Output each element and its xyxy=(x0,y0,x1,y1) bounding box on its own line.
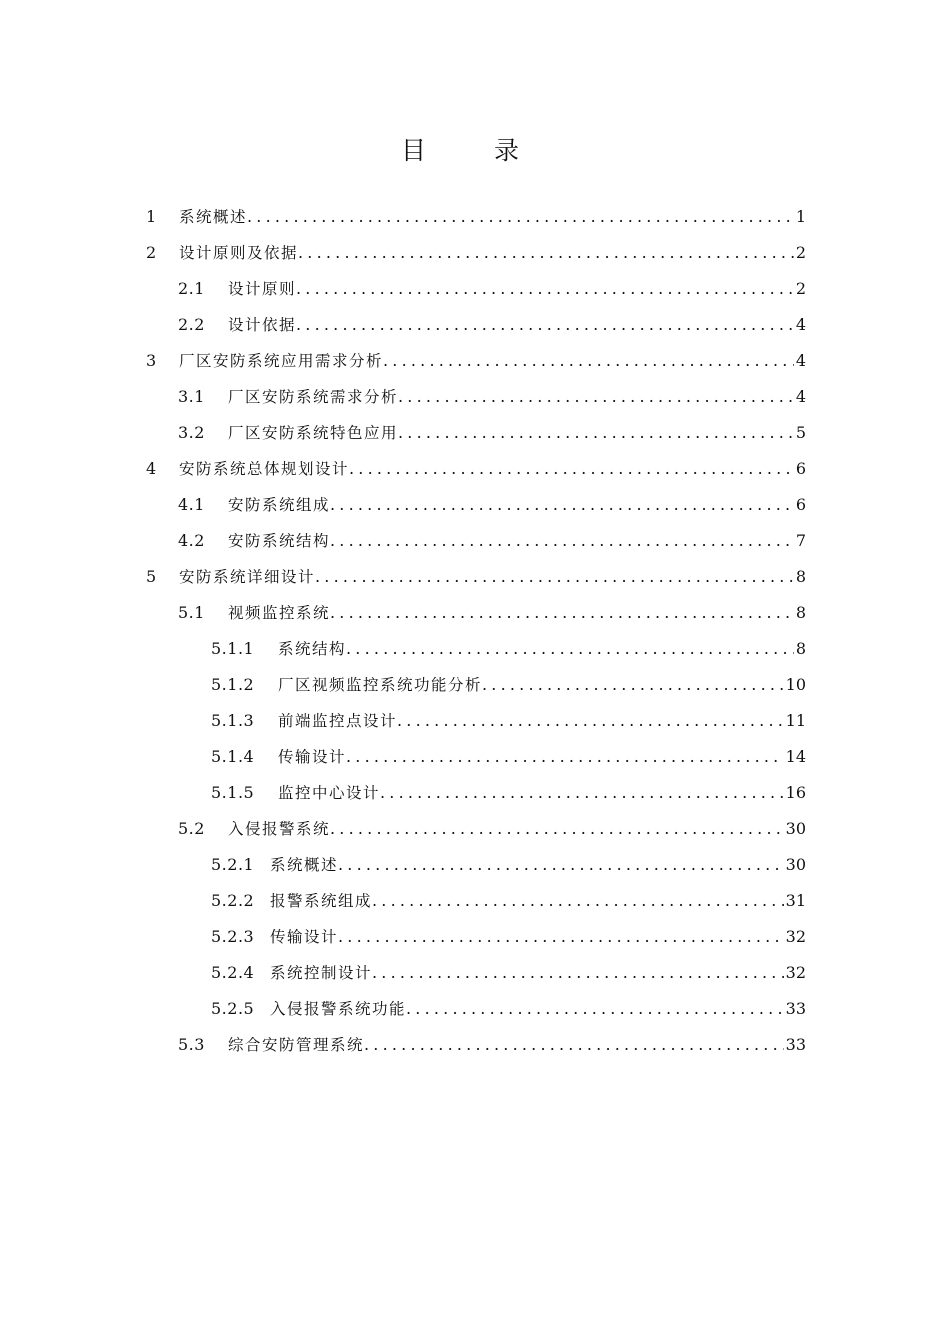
toc-dot-leader xyxy=(383,350,794,372)
toc-entry-title: 前端监控点设计 xyxy=(278,712,398,730)
toc-entry-page: 31 xyxy=(785,891,806,910)
toc-entry-title: 安防系统结构 xyxy=(228,532,331,550)
toc-entry-number: 4.2 xyxy=(178,531,205,550)
toc-entry-page: 30 xyxy=(785,819,806,838)
toc-entry-number: 5.2.5 xyxy=(211,999,255,1018)
toc-dot-leader xyxy=(406,998,784,1020)
toc-entry[interactable] xyxy=(211,746,806,768)
toc-entry[interactable] xyxy=(146,206,806,228)
toc-entry-number: 3.1 xyxy=(178,387,205,406)
toc-dot-leader xyxy=(330,818,784,840)
toc-entry[interactable] xyxy=(178,422,806,444)
toc-entry-number: 5.2.4 xyxy=(211,963,255,982)
toc-entry-title: 设计原则 xyxy=(228,280,297,298)
toc-entry-number: 4.1 xyxy=(178,495,205,514)
toc-entry[interactable] xyxy=(146,350,806,372)
toc-entry-title: 设计原则及依据 xyxy=(179,244,299,262)
toc-dot-leader xyxy=(315,566,794,588)
toc-entry-number: 2.1 xyxy=(178,279,205,298)
toc-dot-leader xyxy=(298,242,794,264)
toc-dot-leader xyxy=(372,962,784,984)
toc-entry-page: 4 xyxy=(795,387,806,406)
toc-dot-leader xyxy=(296,314,794,336)
toc-entry-number: 5.1 xyxy=(178,603,205,622)
toc-entry-title: 传输设计 xyxy=(278,748,347,766)
toc-entry-title: 厂区安防系统需求分析 xyxy=(228,388,399,406)
toc-entry[interactable] xyxy=(178,530,806,552)
toc-entry-page: 10 xyxy=(785,675,806,694)
toc-entry-number: 5.1.5 xyxy=(211,783,255,802)
toc-entry-number: 5.1.2 xyxy=(211,675,255,694)
toc-dot-leader xyxy=(338,926,784,948)
toc-entry-page: 4 xyxy=(795,315,806,334)
toc-entry[interactable] xyxy=(211,854,806,876)
toc-entry-page: 30 xyxy=(785,855,806,874)
toc-entry-title: 入侵报警系统功能 xyxy=(270,1000,407,1018)
toc-entry-page: 7 xyxy=(795,531,806,550)
toc-entry-title: 入侵报警系统 xyxy=(228,820,331,838)
toc-entry[interactable] xyxy=(146,458,806,480)
toc-entry-title: 视频监控系统 xyxy=(228,604,331,622)
toc-entry[interactable] xyxy=(211,962,806,984)
toc-entry-page: 33 xyxy=(785,999,806,1018)
toc-entry-number: 1 xyxy=(146,207,157,226)
toc-entry-title: 监控中心设计 xyxy=(278,784,381,802)
toc-dot-leader xyxy=(330,494,794,516)
toc-dot-leader xyxy=(346,638,794,660)
toc-dot-leader xyxy=(346,746,784,768)
toc-entry-number: 2.2 xyxy=(178,315,205,334)
toc-entry-number: 4 xyxy=(146,459,157,478)
toc-entry-number: 5.1.3 xyxy=(211,711,255,730)
toc-entry[interactable] xyxy=(146,566,806,588)
toc-title: 目 录 xyxy=(401,136,549,165)
toc-dot-leader xyxy=(338,854,784,876)
toc-dot-leader xyxy=(247,206,794,228)
toc-entry-page: 32 xyxy=(785,927,806,946)
toc-entry-number: 5.3 xyxy=(178,1035,205,1054)
toc-entry-number: 2 xyxy=(146,243,157,262)
toc-entry-page: 4 xyxy=(795,351,806,370)
toc-dot-leader xyxy=(398,386,794,408)
toc-dot-leader xyxy=(330,602,794,624)
toc-entry[interactable] xyxy=(211,998,806,1020)
toc-entry-number: 5.2 xyxy=(178,819,205,838)
toc-entry-page: 33 xyxy=(785,1035,806,1054)
toc-dot-leader xyxy=(398,422,794,444)
toc-entry-title: 综合安防管理系统 xyxy=(228,1036,365,1054)
toc-entry-title: 安防系统组成 xyxy=(228,496,331,514)
toc-entry-page: 8 xyxy=(795,639,806,658)
toc-entry-page: 6 xyxy=(795,459,806,478)
toc-entry[interactable] xyxy=(178,818,806,840)
toc-dot-leader xyxy=(349,458,794,480)
toc-entry-title: 传输设计 xyxy=(270,928,339,946)
toc-entry-number: 5 xyxy=(146,567,157,586)
toc-entry-title: 报警系统组成 xyxy=(270,892,373,910)
toc-dot-leader xyxy=(364,1034,784,1056)
toc-entry-title: 系统结构 xyxy=(278,640,347,658)
toc-entry[interactable] xyxy=(178,278,806,300)
toc-entry-page: 32 xyxy=(785,963,806,982)
toc-entry-title: 厂区视频监控系统功能分析 xyxy=(278,676,483,694)
toc-entry[interactable] xyxy=(178,386,806,408)
toc-entry-page: 2 xyxy=(795,279,806,298)
toc-entry-number: 5.2.2 xyxy=(211,891,255,910)
toc-dot-leader xyxy=(372,890,784,912)
toc-entry-title: 系统概述 xyxy=(179,208,248,226)
toc-entry-page: 1 xyxy=(795,207,806,226)
toc-entry[interactable] xyxy=(178,1034,806,1056)
toc-entry-page: 11 xyxy=(785,711,806,730)
toc-entry-number: 5.2.1 xyxy=(211,855,255,874)
toc-entry-page: 14 xyxy=(785,747,806,766)
toc-entry[interactable] xyxy=(178,494,806,516)
toc-entry-title: 厂区安防系统应用需求分析 xyxy=(179,352,384,370)
toc-entry-number: 5.2.3 xyxy=(211,927,255,946)
toc-dot-leader xyxy=(330,530,794,552)
toc-entry-number: 5.1.4 xyxy=(211,747,255,766)
toc-entry-title: 系统概述 xyxy=(270,856,339,874)
toc-entry-title: 厂区安防系统特色应用 xyxy=(228,424,399,442)
toc-dot-leader xyxy=(482,674,784,696)
toc-entry[interactable] xyxy=(211,674,806,696)
toc-entry-number: 3.2 xyxy=(178,423,205,442)
toc-entry[interactable] xyxy=(211,890,806,912)
toc-entry[interactable] xyxy=(146,242,806,264)
toc-entry[interactable] xyxy=(211,782,806,804)
toc-entry-page: 2 xyxy=(795,243,806,262)
toc-entry-title: 安防系统总体规划设计 xyxy=(179,460,350,478)
toc-entry-number: 3 xyxy=(146,351,157,370)
toc-entry-title: 设计依据 xyxy=(228,316,297,334)
toc-entry-number: 5.1.1 xyxy=(211,639,255,658)
toc-dot-leader xyxy=(296,278,794,300)
toc-entry[interactable] xyxy=(211,926,806,948)
toc-entry[interactable] xyxy=(178,602,806,624)
toc-entry-page: 16 xyxy=(785,783,806,802)
toc-entry-title: 安防系统详细设计 xyxy=(179,568,316,586)
toc-entry-page: 8 xyxy=(795,567,806,586)
toc-entry-page: 8 xyxy=(795,603,806,622)
toc-entry-title: 系统控制设计 xyxy=(270,964,373,982)
toc-entry[interactable] xyxy=(178,314,806,336)
toc-entry-page: 6 xyxy=(795,495,806,514)
toc-dot-leader xyxy=(380,782,784,804)
toc-entry-page: 5 xyxy=(795,423,806,442)
toc-dot-leader xyxy=(397,710,784,732)
toc-entry[interactable] xyxy=(211,638,806,660)
toc-entry[interactable] xyxy=(211,710,806,732)
